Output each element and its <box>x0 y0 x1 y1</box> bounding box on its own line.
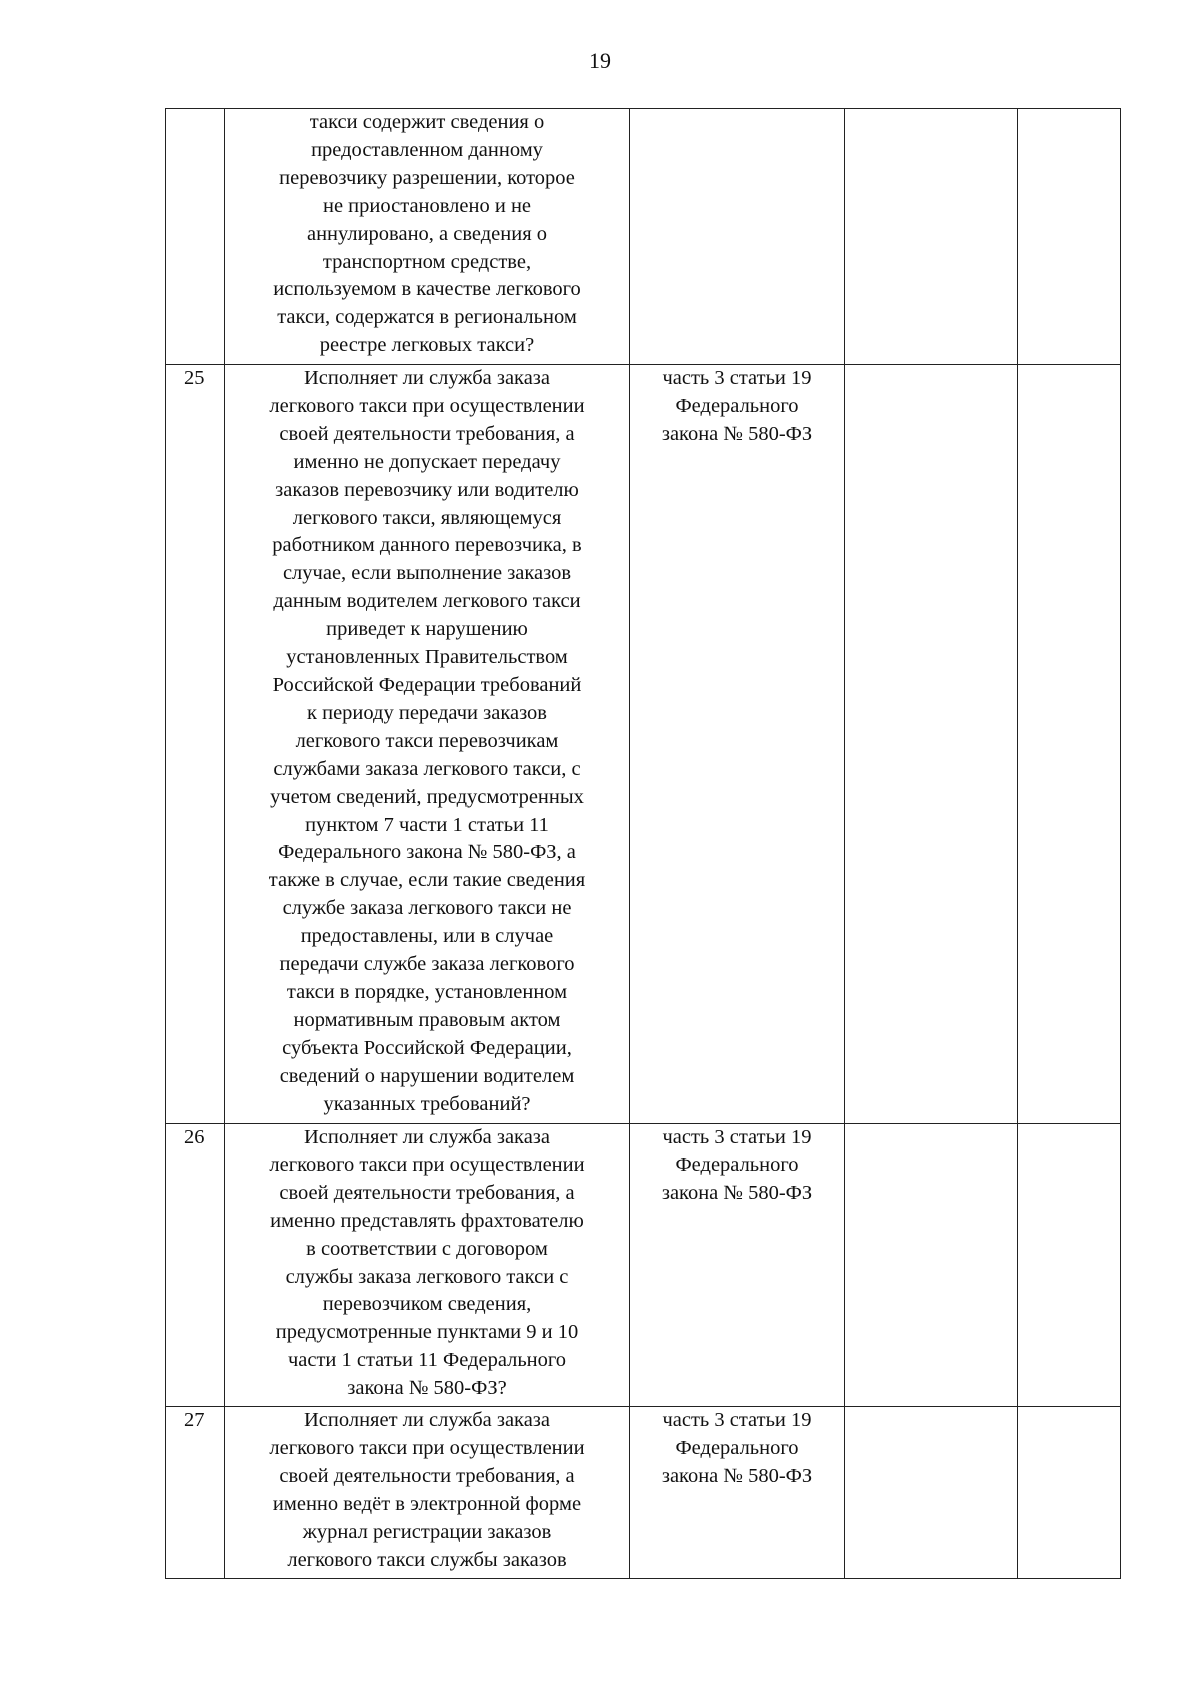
legal-reference-cell <box>630 365 845 1124</box>
question-line: легкового такси при осуществлении <box>269 394 585 417</box>
question-line: используемом в качестве легкового <box>273 278 581 301</box>
question-line: нормативным правовым актом <box>293 1008 561 1031</box>
question-line: перевозчику разрешении, которое <box>279 166 575 189</box>
question-line: предоставлены, или в случае <box>300 925 554 948</box>
question-cell <box>225 1407 630 1579</box>
empty-cell <box>1018 109 1121 365</box>
question-line: указанных требований? <box>323 1092 531 1115</box>
legal-reference-cell <box>630 109 845 365</box>
reference-line: часть 3 статьи 19 <box>662 367 812 389</box>
empty-cell <box>1018 1407 1121 1579</box>
reference-line: Федерального <box>675 394 799 417</box>
question-line: службами заказа легкового такси, с <box>273 757 581 780</box>
row-number: 27 <box>166 1407 225 1579</box>
empty-cell <box>845 1407 1018 1579</box>
question-line: легкового такси при осуществлении <box>269 1153 585 1176</box>
question-line: данным водителем легкового такси <box>273 590 581 613</box>
question-line: легкового такси перевозчикам <box>295 729 559 752</box>
checklist-table-body <box>166 109 1121 1579</box>
empty-cell <box>1018 365 1121 1124</box>
question-cell <box>225 365 630 1124</box>
question-line: аннулировано, а сведения о <box>306 222 548 245</box>
question-line: заказов перевозчику или водителю <box>275 478 579 501</box>
question-line: именно не допускает передачу <box>293 450 561 473</box>
question-line: также в случае, если такие сведения <box>268 869 586 892</box>
question-line: установленных Правительством <box>286 646 568 669</box>
empty-cell <box>1018 1124 1121 1407</box>
empty-cell <box>845 365 1018 1124</box>
question-line: такси, содержатся в региональном <box>277 306 577 329</box>
table-row <box>166 1407 1121 1579</box>
question-line: транспортном средстве, <box>322 250 532 273</box>
question-line: своей деятельности требования, а <box>279 1464 575 1487</box>
reference-line: часть 3 статьи 19 <box>662 1409 812 1431</box>
question-line: работником данного перевозчика, в <box>272 534 582 557</box>
reference-line: часть 3 статьи 19 <box>662 1126 812 1148</box>
question-line: сведений о нарушении водителем <box>279 1064 575 1087</box>
question-line: приведет к нарушению <box>326 618 528 641</box>
reference-line: Федерального <box>675 1153 799 1176</box>
question-line: службы заказа легкового такси с <box>285 1265 569 1288</box>
question-line: передачи службе заказа легкового <box>279 953 575 976</box>
empty-cell <box>845 1124 1018 1407</box>
table-row <box>166 1124 1121 1407</box>
question-line: Исполняет ли служба заказа <box>304 1126 550 1148</box>
question-line: Исполняет ли служба заказа <box>304 367 550 389</box>
checklist-table <box>165 108 1121 1579</box>
reference-line: закона № 580-ФЗ <box>661 422 813 445</box>
question-line: службе заказа легкового такси не <box>282 897 572 920</box>
question-line: пунктом 7 части 1 статьи 11 <box>305 813 549 836</box>
question-line: журнал регистрации заказов <box>302 1520 552 1543</box>
question-line: именно ведёт в электронной форме <box>272 1492 582 1515</box>
reference-line: закона № 580-ФЗ <box>661 1181 813 1204</box>
reference-line: Федерального <box>675 1436 799 1459</box>
question-line: к периоду передачи заказов <box>307 701 547 724</box>
legal-reference-cell <box>630 1407 845 1579</box>
question-line: предоставленном данному <box>311 138 543 161</box>
question-line: случае, если выполнение заказов <box>282 562 572 585</box>
question-line: своей деятельности требования, а <box>279 1181 575 1204</box>
question-line: своей деятельности требования, а <box>279 422 575 445</box>
question-line: субъекта Российской Федерации, <box>282 1036 572 1059</box>
question-line: именно представлять фрахтователю <box>270 1209 584 1232</box>
row-number <box>166 109 225 365</box>
question-line: закона № 580-ФЗ? <box>347 1377 507 1400</box>
question-line: реестре легковых такси? <box>319 334 535 357</box>
question-line: предусмотренные пунктами 9 и 10 <box>275 1321 579 1344</box>
question-line: легкового такси при осуществлении <box>269 1436 585 1459</box>
question-line: перевозчиком сведения, <box>322 1293 532 1316</box>
question-line: в соответствии с договором <box>306 1237 548 1260</box>
reference-line: закона № 580-ФЗ <box>661 1464 813 1487</box>
table-row <box>166 109 1121 365</box>
legal-reference-cell <box>630 1124 845 1407</box>
question-line: легкового такси службы заказов <box>287 1548 567 1571</box>
row-number: 26 <box>166 1124 225 1407</box>
row-number: 25 <box>166 365 225 1124</box>
question-line: части 1 статьи 11 Федерального <box>287 1349 567 1372</box>
question-line: такси содержит сведения о <box>309 111 545 133</box>
question-cell <box>225 109 630 365</box>
question-line: не приостановлено и не <box>322 194 532 217</box>
question-line: Федерального закона № 580-ФЗ, а <box>278 841 576 864</box>
page-number: 19 <box>589 48 611 73</box>
question-cell <box>225 1124 630 1407</box>
question-line: Российской Федерации требований <box>272 673 582 696</box>
table-row <box>166 365 1121 1124</box>
question-line: учетом сведений, предусмотренных <box>270 785 584 808</box>
empty-cell <box>845 109 1018 365</box>
question-line: такси в порядке, установленном <box>286 980 568 1003</box>
question-line: легкового такси, являющемуся <box>292 506 562 529</box>
question-line: Исполняет ли служба заказа <box>304 1409 550 1431</box>
